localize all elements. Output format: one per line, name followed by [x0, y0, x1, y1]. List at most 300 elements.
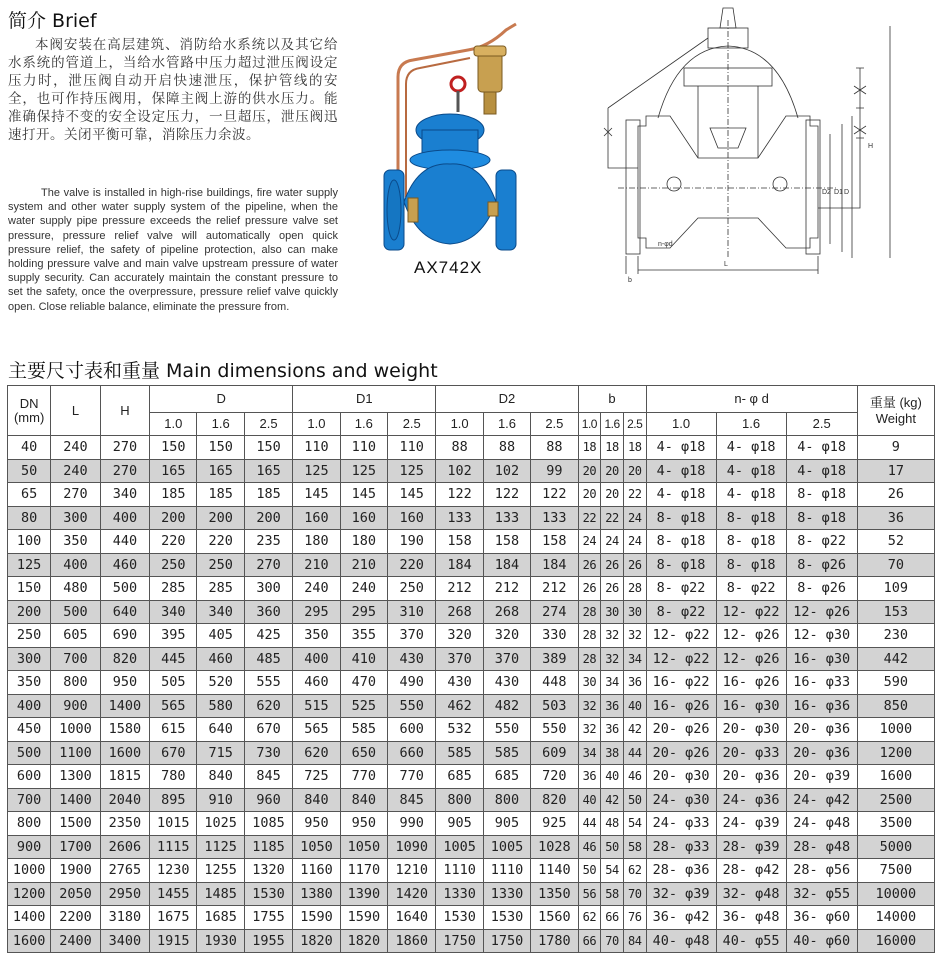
table-cell: 320	[483, 624, 530, 648]
table-cell: 295	[340, 600, 387, 624]
table-cell: 8- φ22	[646, 577, 716, 601]
table-cell: 1750	[436, 929, 483, 953]
table-cell: 1560	[531, 906, 578, 930]
table-cell: 28- φ42	[716, 859, 786, 883]
table-cell: 160	[388, 506, 436, 530]
table-cell: 8- φ18	[716, 530, 786, 554]
table-cell: 1050	[340, 835, 387, 859]
table-cell: 200	[150, 506, 197, 530]
drawing-label-nd: n-φd	[658, 241, 673, 248]
table-cell: 8- φ26	[786, 553, 857, 577]
table-cell: 585	[436, 741, 483, 765]
table-cell: 12- φ26	[716, 647, 786, 671]
table-cell: 190	[388, 530, 436, 554]
table-cell: 1125	[197, 835, 244, 859]
table-cell: 1100	[51, 741, 100, 765]
table-cell: 20	[601, 459, 624, 483]
table-cell: 4- φ18	[786, 436, 857, 460]
table-cell: 590	[857, 671, 934, 695]
table-cell: 8- φ26	[786, 577, 857, 601]
subheader-d-pn-1: 1.6	[197, 413, 244, 436]
table-cell: 285	[197, 577, 244, 601]
table-cell: 14000	[857, 906, 934, 930]
table-cell: 133	[436, 506, 483, 530]
table-cell: 670	[150, 741, 197, 765]
table-cell: 1580	[100, 718, 149, 742]
table-cell: 22	[578, 506, 601, 530]
table-row	[8, 436, 935, 460]
table-cell: 1200	[857, 741, 934, 765]
table-cell: 28	[578, 600, 601, 624]
table-cell: 1455	[150, 882, 197, 906]
subheader-d1-pn-0: 1.0	[293, 413, 340, 436]
table-cell: 4- φ18	[786, 459, 857, 483]
table-row	[8, 577, 935, 601]
table-row	[8, 459, 935, 483]
subheader-d1-pn-1: 1.6	[340, 413, 387, 436]
table-cell: 780	[150, 765, 197, 789]
table-cell: 24	[578, 530, 601, 554]
table-cell: 88	[531, 436, 578, 460]
table-cell: 440	[100, 530, 149, 554]
table-cell: 84	[623, 929, 646, 953]
table-cell: 1185	[244, 835, 292, 859]
table-cell: 44	[623, 741, 646, 765]
table-cell: 460	[197, 647, 244, 671]
table-cell: 65	[8, 483, 51, 507]
subheader-b-pn-0: 1.0	[578, 413, 601, 436]
table-cell: 26	[601, 577, 624, 601]
table-cell: 950	[293, 812, 340, 836]
table-cell: 1700	[51, 835, 100, 859]
table-cell: 840	[293, 788, 340, 812]
table-cell: 300	[8, 647, 51, 671]
table-cell: 26	[623, 553, 646, 577]
table-cell: 720	[531, 765, 578, 789]
table-cell: 1230	[150, 859, 197, 883]
table-cell: 620	[244, 694, 292, 718]
brief-title: 简介 Brief	[8, 10, 97, 32]
table-cell: 24	[623, 506, 646, 530]
table-cell: 110	[293, 436, 340, 460]
table-cell: 4- φ18	[716, 436, 786, 460]
table-cell: 1390	[340, 882, 387, 906]
table-cell: 240	[51, 436, 100, 460]
table-cell: 1028	[531, 835, 578, 859]
table-row	[8, 483, 935, 507]
table-cell: 145	[388, 483, 436, 507]
table-cell: 670	[244, 718, 292, 742]
table-cell: 268	[436, 600, 483, 624]
table-cell: 56	[578, 882, 601, 906]
table-cell: 990	[388, 812, 436, 836]
table-cell: 36- φ42	[646, 906, 716, 930]
table-cell: 185	[244, 483, 292, 507]
table-cell: 690	[100, 624, 149, 648]
table-cell: 405	[197, 624, 244, 648]
table-cell: 340	[197, 600, 244, 624]
table-cell: 840	[197, 765, 244, 789]
header-d1: D1	[293, 386, 436, 413]
table-cell: 9	[857, 436, 934, 460]
table-cell: 1900	[51, 859, 100, 883]
table-cell: 24	[623, 530, 646, 554]
table-cell: 54	[601, 859, 624, 883]
table-cell: 700	[51, 647, 100, 671]
table-cell: 925	[531, 812, 578, 836]
table-cell: 715	[197, 741, 244, 765]
header-dn: DN (mm)	[8, 386, 51, 436]
table-cell: 158	[436, 530, 483, 554]
table-cell: 28	[578, 647, 601, 671]
table-cell: 160	[340, 506, 387, 530]
table-cell: 1755	[244, 906, 292, 930]
table-cell: 125	[293, 459, 340, 483]
table-cell: 40- φ60	[786, 929, 857, 953]
table-cell: 430	[436, 671, 483, 695]
table-cell: 20- φ36	[786, 718, 857, 742]
table-cell: 24- φ42	[786, 788, 857, 812]
table-cell: 1600	[857, 765, 934, 789]
table-cell: 24- φ30	[646, 788, 716, 812]
table-cell: 36	[601, 718, 624, 742]
table-cell: 450	[8, 718, 51, 742]
table-cell: 32- φ39	[646, 882, 716, 906]
drawing-label-b: b	[628, 277, 632, 284]
table-cell: 600	[8, 765, 51, 789]
table-cell: 16- φ30	[716, 694, 786, 718]
table-cell: 1685	[197, 906, 244, 930]
table-cell: 46	[578, 835, 601, 859]
table-cell: 500	[8, 741, 51, 765]
table-cell: 36- φ48	[716, 906, 786, 930]
table-cell: 16- φ26	[716, 671, 786, 695]
table-cell: 16- φ36	[786, 694, 857, 718]
table-cell: 520	[197, 671, 244, 695]
table-cell: 1140	[531, 859, 578, 883]
table-cell: 270	[244, 553, 292, 577]
table-cell: 34	[623, 647, 646, 671]
table-cell: 800	[436, 788, 483, 812]
table-cell: 1930	[197, 929, 244, 953]
drawing-label-d2: D2	[822, 189, 831, 196]
table-cell: 1330	[436, 882, 483, 906]
table-cell: 125	[388, 459, 436, 483]
table-cell: 770	[388, 765, 436, 789]
table-cell: 32	[578, 718, 601, 742]
table-cell: 42	[623, 718, 646, 742]
table-cell: 62	[623, 859, 646, 883]
table-cell: 24- φ36	[716, 788, 786, 812]
table-cell: 18	[578, 436, 601, 460]
table-cell: 12- φ22	[716, 600, 786, 624]
valve-photo	[378, 22, 536, 262]
subheader-nd-pn-1: 1.6	[716, 413, 786, 436]
table-cell: 505	[150, 671, 197, 695]
table-cell: 565	[150, 694, 197, 718]
table-row	[8, 859, 935, 883]
table-cell: 28- φ48	[786, 835, 857, 859]
table-cell: 340	[100, 483, 149, 507]
table-cell: 88	[483, 436, 530, 460]
table-cell: 20- φ30	[646, 765, 716, 789]
table-cell: 1955	[244, 929, 292, 953]
table-cell: 28	[623, 577, 646, 601]
table-cell: 295	[293, 600, 340, 624]
table-cell: 950	[100, 671, 149, 695]
table-cell: 16- φ33	[786, 671, 857, 695]
table-cell: 48	[601, 812, 624, 836]
header-weight: 重量 (kg) Weight	[857, 386, 934, 436]
table-cell: 445	[150, 647, 197, 671]
table-cell: 70	[623, 882, 646, 906]
table-cell: 66	[601, 906, 624, 930]
table-cell: 220	[197, 530, 244, 554]
table-cell: 1160	[293, 859, 340, 883]
table-cell: 960	[244, 788, 292, 812]
table-cell: 122	[483, 483, 530, 507]
table-cell: 360	[244, 600, 292, 624]
table-row	[8, 553, 935, 577]
table-cell: 220	[388, 553, 436, 577]
table-cell: 32	[578, 694, 601, 718]
table-cell: 1530	[483, 906, 530, 930]
table-cell: 12- φ22	[646, 647, 716, 671]
table-cell: 585	[340, 718, 387, 742]
table-cell: 110	[340, 436, 387, 460]
header-h: H	[100, 386, 149, 436]
table-cell: 32	[601, 624, 624, 648]
table-cell: 1015	[150, 812, 197, 836]
table-cell: 1380	[293, 882, 340, 906]
table-cell: 268	[483, 600, 530, 624]
table-cell: 1300	[51, 765, 100, 789]
table-cell: 285	[150, 577, 197, 601]
table-cell: 32- φ48	[716, 882, 786, 906]
subheader-d2-pn-0: 1.0	[436, 413, 483, 436]
table-cell: 615	[150, 718, 197, 742]
table-cell: 1750	[483, 929, 530, 953]
table-cell: 1000	[8, 859, 51, 883]
table-cell: 442	[857, 647, 934, 671]
table-cell: 18	[601, 436, 624, 460]
table-cell: 550	[531, 718, 578, 742]
table-cell: 430	[483, 671, 530, 695]
table-cell: 66	[578, 929, 601, 953]
table-cell: 820	[100, 647, 149, 671]
table-cell: 580	[197, 694, 244, 718]
table-cell: 133	[483, 506, 530, 530]
table-cell: 895	[150, 788, 197, 812]
table-cell: 370	[388, 624, 436, 648]
table-cell: 400	[8, 694, 51, 718]
table-cell: 4- φ18	[646, 436, 716, 460]
table-cell: 16- φ22	[646, 671, 716, 695]
table-cell: 150	[150, 436, 197, 460]
subheader-b-pn-1: 1.6	[601, 413, 624, 436]
table-cell: 10000	[857, 882, 934, 906]
table-cell: 3180	[100, 906, 149, 930]
dimension-drawing	[598, 8, 936, 284]
table-cell: 8- φ18	[646, 506, 716, 530]
table-cell: 185	[197, 483, 244, 507]
table-cell: 1815	[100, 765, 149, 789]
table-cell: 550	[388, 694, 436, 718]
table-cell: 8- φ22	[786, 530, 857, 554]
table-cell: 500	[51, 600, 100, 624]
table-cell: 840	[340, 788, 387, 812]
table-cell: 40	[578, 788, 601, 812]
header-b: b	[578, 386, 646, 413]
table-cell: 845	[388, 788, 436, 812]
table-cell: 685	[436, 765, 483, 789]
table-cell: 250	[388, 577, 436, 601]
table-cell: 99	[531, 459, 578, 483]
table-cell: 1780	[531, 929, 578, 953]
table-cell: 515	[293, 694, 340, 718]
table-cell: 462	[436, 694, 483, 718]
table-cell: 300	[51, 506, 100, 530]
table-cell: 3500	[857, 812, 934, 836]
table-cell: 270	[51, 483, 100, 507]
table-cell: 230	[857, 624, 934, 648]
table-cell: 320	[436, 624, 483, 648]
table-row	[8, 765, 935, 789]
table-cell: 482	[483, 694, 530, 718]
table-cell: 1640	[388, 906, 436, 930]
table-cell: 36	[601, 694, 624, 718]
model-label: AX742X	[414, 258, 483, 277]
table-cell: 5000	[857, 835, 934, 859]
table-cell: 70	[601, 929, 624, 953]
table-row	[8, 718, 935, 742]
table-cell: 20- φ30	[716, 718, 786, 742]
table-cell: 102	[436, 459, 483, 483]
table-cell: 330	[531, 624, 578, 648]
table-cell: 54	[623, 812, 646, 836]
table-cell: 2950	[100, 882, 149, 906]
subheader-nd-pn-2: 2.5	[786, 413, 857, 436]
table-cell: 2500	[857, 788, 934, 812]
table-cell: 609	[531, 741, 578, 765]
table-row	[8, 929, 935, 953]
table-cell: 620	[293, 741, 340, 765]
table-cell: 12- φ30	[786, 624, 857, 648]
table-cell: 20- φ33	[716, 741, 786, 765]
table-cell: 550	[483, 718, 530, 742]
table-cell: 30	[601, 600, 624, 624]
table-cell: 1350	[531, 882, 578, 906]
table-cell: 12- φ26	[716, 624, 786, 648]
table-cell: 685	[483, 765, 530, 789]
table-cell: 102	[483, 459, 530, 483]
table-row	[8, 647, 935, 671]
table-cell: 1050	[293, 835, 340, 859]
table-cell: 389	[531, 647, 578, 671]
table-cell: 212	[436, 577, 483, 601]
table-cell: 150	[197, 436, 244, 460]
table-cell: 448	[531, 671, 578, 695]
table-cell: 1590	[340, 906, 387, 930]
table-cell: 350	[293, 624, 340, 648]
header-d: D	[150, 386, 293, 413]
table-cell: 1530	[244, 882, 292, 906]
table-cell: 950	[340, 812, 387, 836]
table-cell: 503	[531, 694, 578, 718]
table-cell: 1320	[244, 859, 292, 883]
table-cell: 1420	[388, 882, 436, 906]
table-cell: 1820	[293, 929, 340, 953]
table-cell: 30	[623, 600, 646, 624]
table-cell: 28	[578, 624, 601, 648]
table-cell: 8- φ22	[646, 600, 716, 624]
table-cell: 1115	[150, 835, 197, 859]
table-cell: 7500	[857, 859, 934, 883]
table-cell: 185	[150, 483, 197, 507]
table-cell: 40- φ48	[646, 929, 716, 953]
table-cell: 36	[857, 506, 934, 530]
table-cell: 8- φ18	[786, 483, 857, 507]
table-row	[8, 788, 935, 812]
table-cell: 410	[340, 647, 387, 671]
table-cell: 1860	[388, 929, 436, 953]
drawing-label-l: L	[724, 261, 728, 268]
header-d2: D2	[436, 386, 578, 413]
table-cell: 400	[293, 647, 340, 671]
table-cell: 640	[197, 718, 244, 742]
table-cell: 158	[531, 530, 578, 554]
table-cell: 1400	[8, 906, 51, 930]
table-cell: 2040	[100, 788, 149, 812]
table-cell: 532	[436, 718, 483, 742]
table-cell: 905	[436, 812, 483, 836]
table-cell: 30	[578, 671, 601, 695]
table-cell: 430	[388, 647, 436, 671]
table-cell: 145	[340, 483, 387, 507]
table-cell: 700	[8, 788, 51, 812]
table-cell: 640	[100, 600, 149, 624]
table-cell: 26	[578, 577, 601, 601]
table-row	[8, 741, 935, 765]
table-cell: 24	[601, 530, 624, 554]
table-cell: 16- φ30	[786, 647, 857, 671]
table-cell: 490	[388, 671, 436, 695]
table-cell: 20- φ26	[646, 741, 716, 765]
table-cell: 274	[531, 600, 578, 624]
table-cell: 22	[601, 506, 624, 530]
table-cell: 300	[244, 577, 292, 601]
table-cell: 40	[601, 765, 624, 789]
table-cell: 1485	[197, 882, 244, 906]
table-cell: 1915	[150, 929, 197, 953]
table-cell: 1590	[293, 906, 340, 930]
table-cell: 1600	[100, 741, 149, 765]
table-cell: 1005	[483, 835, 530, 859]
table-cell: 20- φ26	[646, 718, 716, 742]
table-cell: 184	[436, 553, 483, 577]
table-cell: 605	[51, 624, 100, 648]
brief-english-text: The valve is installed in high-rise buildings, fire water supply system and other water supply system of the pipeline, when the water supply pipe pressure exceeds the relief pressure valve set pressure, pressure relief valve will automatically open quick pressure relief, the safety of pipeline protection, also can make holding pressure valve and main valve upstream pressure of water supply security. Can accurately maintain the constant pressure to set the safety, once the overpressure, pressure relief valve quickly open. Close reliable balance, eliminate the pressure from.	[8, 187, 338, 313]
table-cell: 12- φ26	[786, 600, 857, 624]
table-cell: 80	[8, 506, 51, 530]
table-row	[8, 906, 935, 930]
table-cell: 1500	[51, 812, 100, 836]
table-cell: 1210	[388, 859, 436, 883]
table-row	[8, 530, 935, 554]
table-cell: 200	[244, 506, 292, 530]
table-cell: 122	[531, 483, 578, 507]
table-cell: 20- φ39	[786, 765, 857, 789]
